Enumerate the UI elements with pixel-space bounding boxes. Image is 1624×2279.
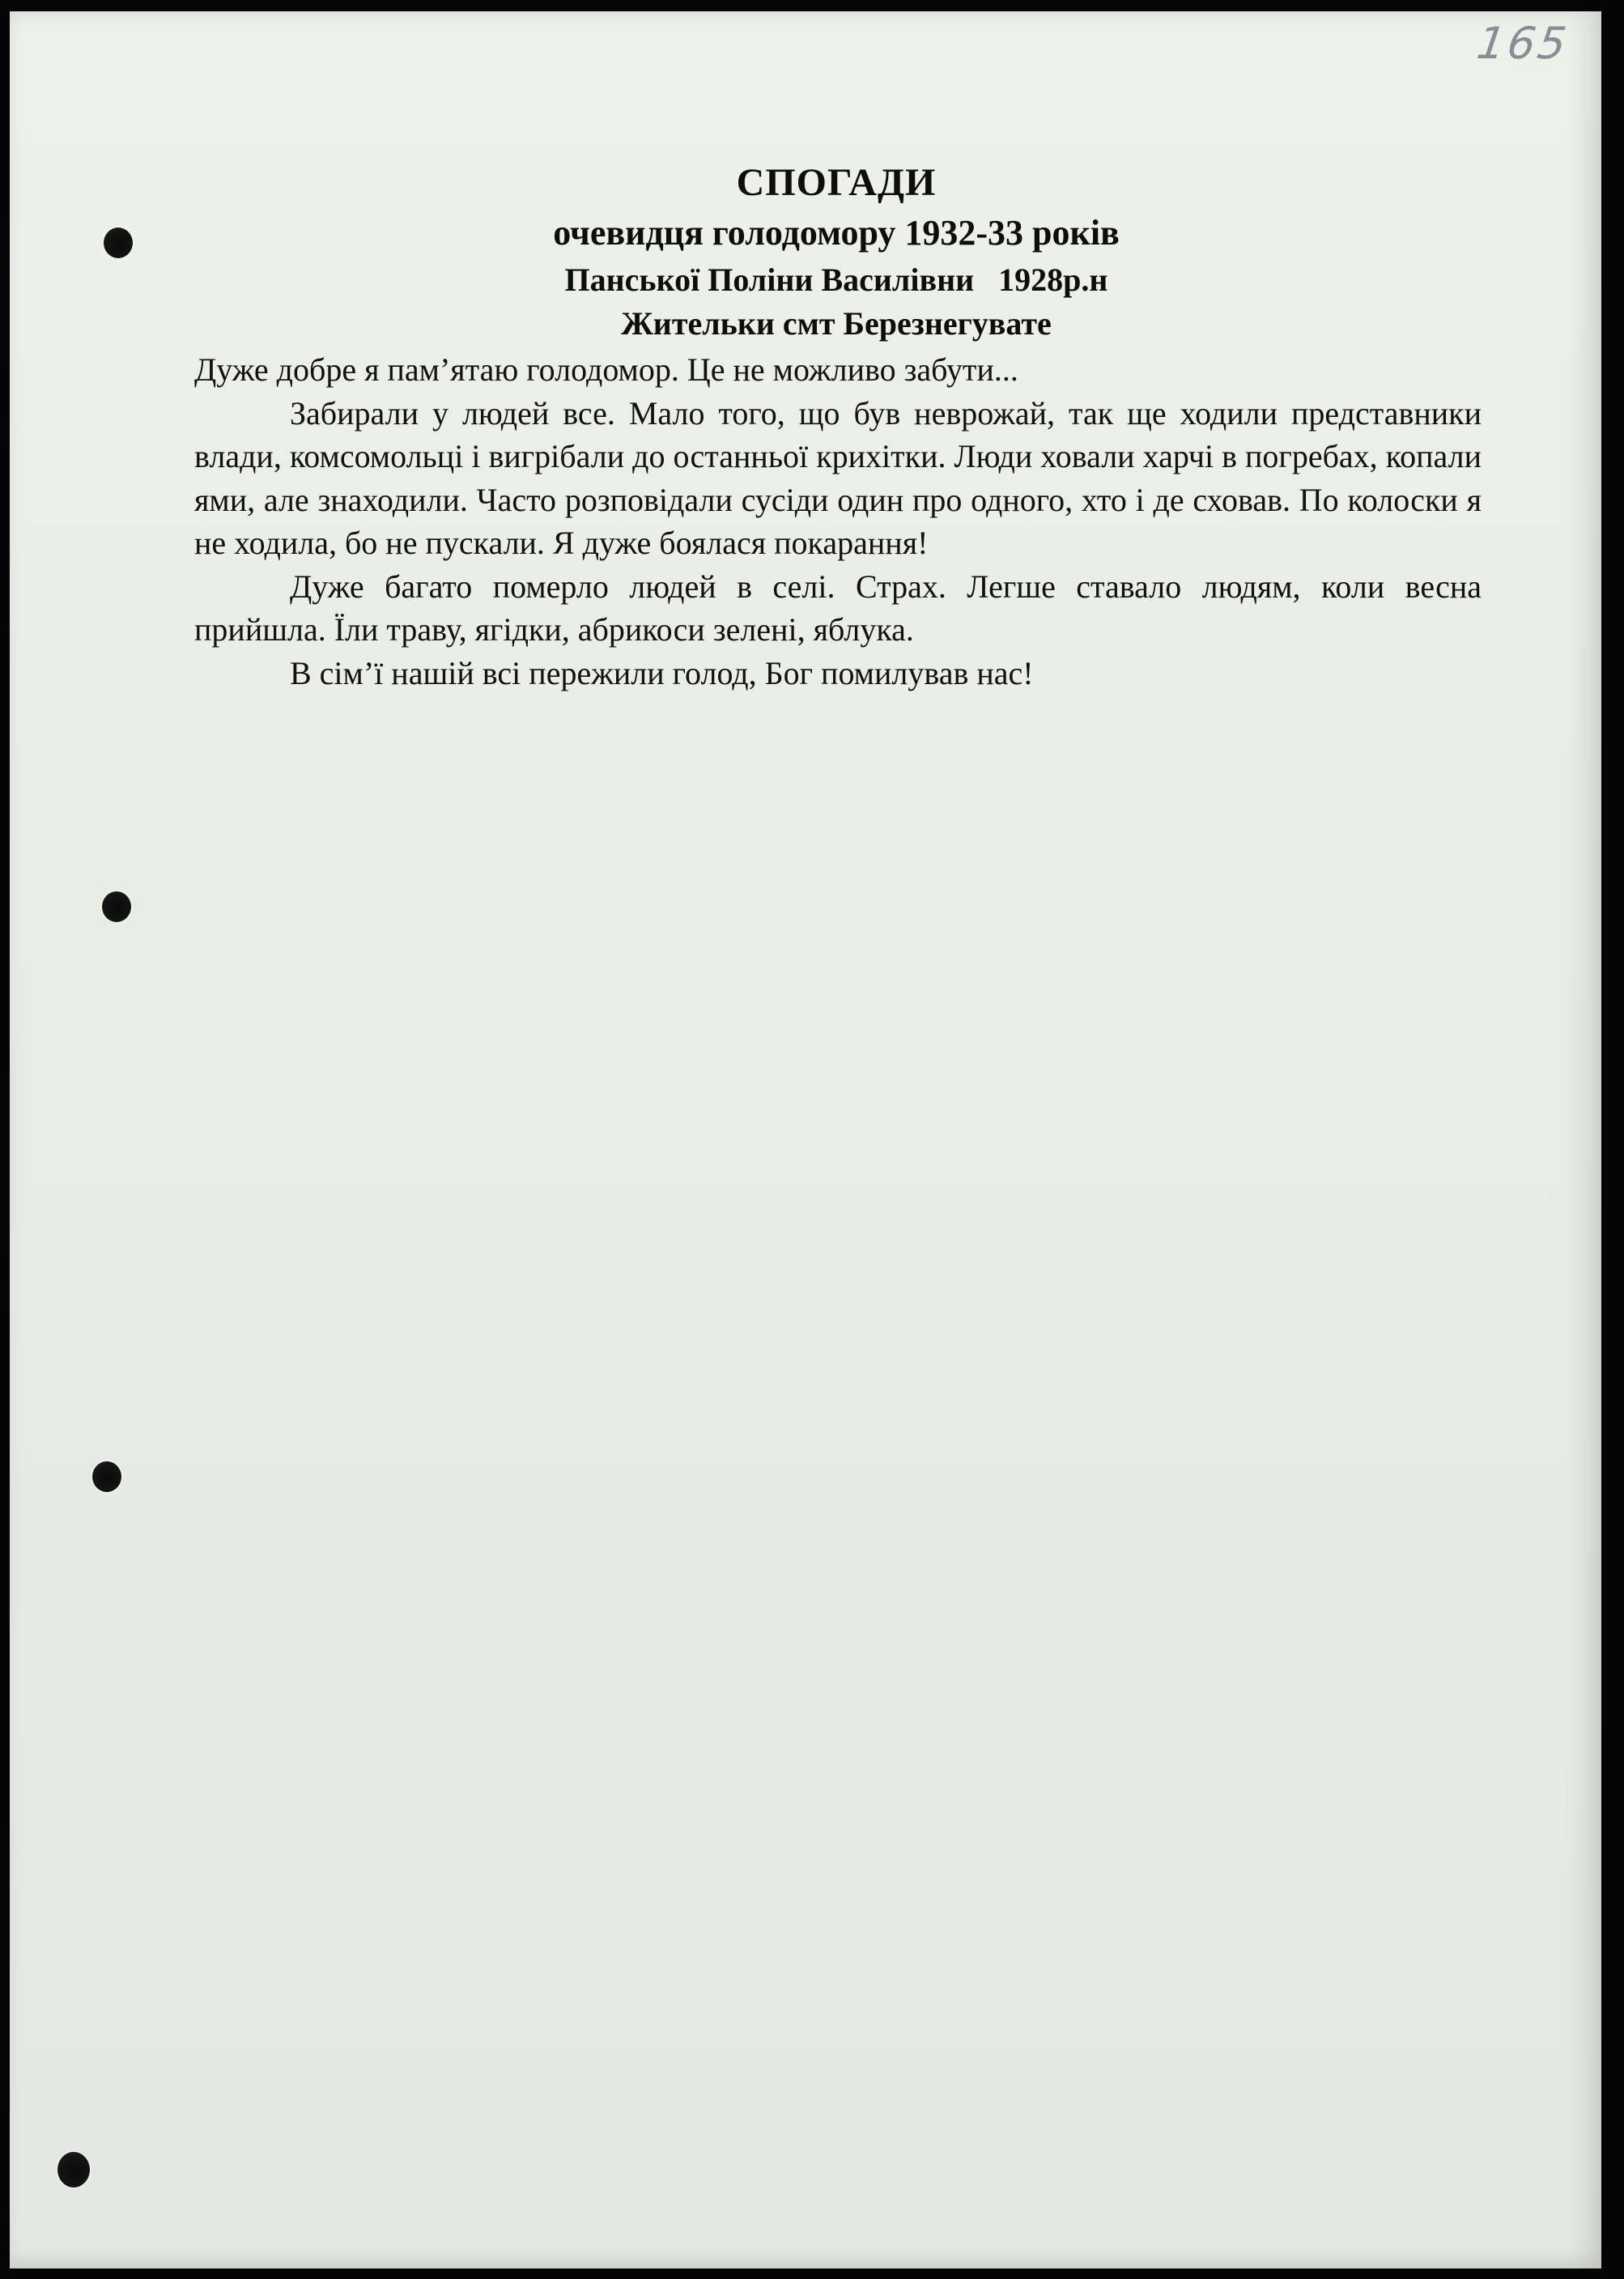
punch-hole (102, 891, 131, 922)
paragraph: Дуже добре я пам’ятаю голодомор. Це не можливо забути... (194, 351, 1018, 388)
punch-hole (57, 2152, 90, 2188)
document-subtitle: очевидця голодомору 1932-33 років (553, 213, 1120, 253)
paragraph: Дуже багато померло людей в селі. Страх. Легше ставало людям, коли весна прийшла. Їли траву, ягідки, абрикоси зелені, яблука. (194, 568, 1482, 648)
author-line: Панської Поліни Василівни 1928р.н (564, 261, 1108, 298)
paragraph: В сім’ї нашій всі пережили голод, Бог помилував нас! (290, 654, 1034, 691)
punch-hole (92, 1461, 121, 1492)
handwritten-page-number: 165 (1473, 18, 1572, 69)
document-body (194, 348, 1482, 695)
paragraph: Забирали у людей все. Мало того, що був неврожай, так ще ходили представники влади, комсомольці і вигрібали до останньої крихітки. Люди ховали харчі в погребах, копали ями, але знаходили. Часто розповідали сусіди один про одного, хто і де сховав. По колоски я не ходила, бо не пускали. Я дуже боялася покарання! (194, 394, 1482, 561)
residence-line: Жительки смт Березнегувате (621, 305, 1052, 342)
document-title: СПОГАДИ (736, 161, 937, 204)
